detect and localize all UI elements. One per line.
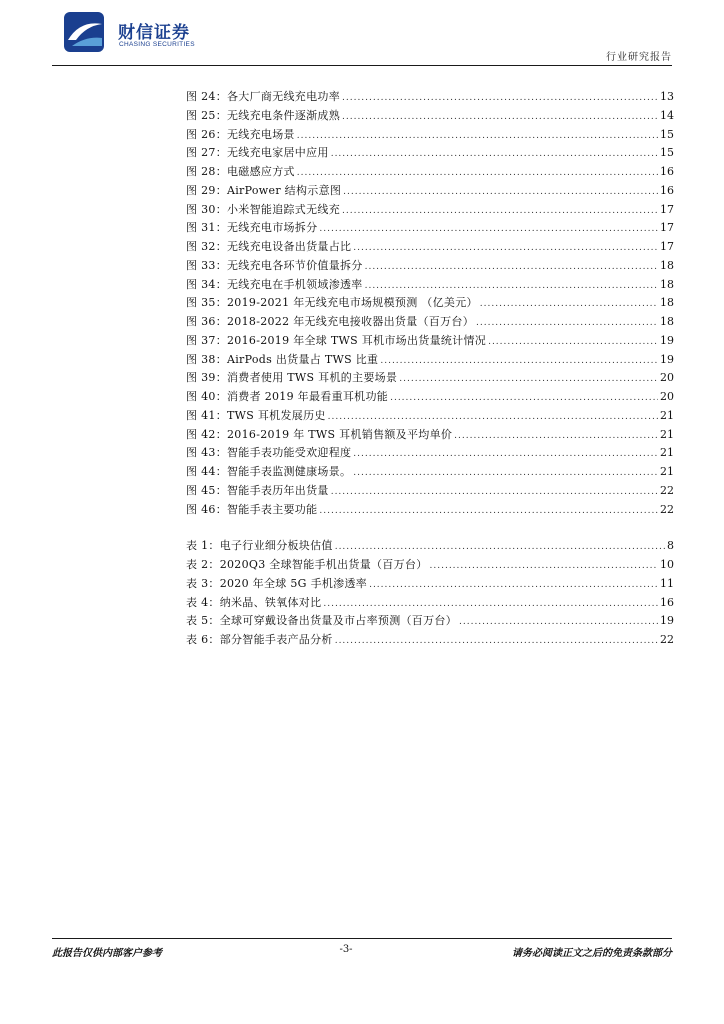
toc-figure-entry[interactable] xyxy=(186,107,674,126)
toc-entry-label: 图 32：无线充电设备出货量占比 xyxy=(186,240,352,253)
toc-dot-leader xyxy=(335,542,665,552)
toc-entry-label: 图 27：无线充电家居中应用 xyxy=(186,146,329,160)
toc-figure-entry[interactable] xyxy=(186,313,674,332)
toc-figure-entry[interactable] xyxy=(186,126,674,145)
toc-dot-leader xyxy=(297,131,658,141)
toc-figure-entry[interactable] xyxy=(186,257,674,276)
header-divider xyxy=(52,65,672,66)
toc-entry-label: 图 44：智能手表监测健康场景。 xyxy=(186,465,352,478)
company-logo xyxy=(62,10,232,62)
toc-entry-page: 16 xyxy=(660,165,674,178)
toc-entry-page: 20 xyxy=(660,371,674,385)
toc-dot-leader xyxy=(343,187,658,197)
toc-entry-label: 图 29：AirPower 结构示意图 xyxy=(186,183,342,197)
toc-entry-page: 20 xyxy=(660,390,674,403)
toc-entry-label: 图 36：2018-2022 年无线充电接收器出货量（百万台） xyxy=(186,315,474,328)
logo-mark-icon xyxy=(62,10,106,54)
report-type: 行业研究报告 xyxy=(606,52,672,63)
toc-table-entry[interactable] xyxy=(186,612,674,631)
toc-figure-entry[interactable] xyxy=(186,388,674,407)
page-number: -3- xyxy=(339,944,353,955)
toc-entry-label: 图 38：AirPods 出货量占 TWS 比重 xyxy=(186,352,379,366)
toc-entry-label: 表 2：2020Q3 全球智能手机出货量（百万台） xyxy=(186,558,428,571)
toc-dot-leader xyxy=(353,468,658,478)
toc-entry-page: 11 xyxy=(660,576,674,590)
toc-table-entry[interactable] xyxy=(186,537,674,556)
toc-entry-page: 19 xyxy=(660,614,674,628)
toc-dot-leader xyxy=(476,318,658,328)
toc-dot-leader xyxy=(399,374,658,384)
toc-figure-entry[interactable] xyxy=(186,332,674,351)
footer-divider xyxy=(52,938,672,939)
toc-dot-leader xyxy=(342,206,658,216)
toc-entry-label: 表 5：全球可穿戴设备出货量及市占率预测（百万台） xyxy=(186,614,457,628)
toc-figure-entry[interactable] xyxy=(186,238,674,257)
toc-dot-leader xyxy=(454,431,658,441)
page-header xyxy=(52,10,672,70)
toc-figure-entry[interactable] xyxy=(186,276,674,295)
toc-entry-page: 19 xyxy=(660,333,674,347)
toc-entry-label: 图 33：无线充电各环节价值量拆分 xyxy=(186,258,363,272)
toc-figure-entry[interactable] xyxy=(186,426,674,445)
toc-figure-entry[interactable] xyxy=(186,88,674,107)
toc-entry-page: 17 xyxy=(660,240,674,253)
toc-dot-leader xyxy=(319,224,658,234)
toc-entry-label: 图 46：智能手表主要功能 xyxy=(186,502,318,516)
toc-figure-entry[interactable] xyxy=(186,144,674,163)
toc-entry-page: 21 xyxy=(660,446,674,460)
toc-dot-leader xyxy=(365,262,658,272)
toc-entry-page: 18 xyxy=(660,258,674,272)
toc-entry-page: 21 xyxy=(660,465,674,478)
toc-figure-entry[interactable] xyxy=(186,444,674,463)
toc-entry-page: 8 xyxy=(667,539,674,553)
toc-entry-label: 表 6：部分智能手表产品分析 xyxy=(186,633,333,646)
toc-entry-page: 13 xyxy=(660,90,674,103)
toc-dot-leader xyxy=(488,337,658,347)
toc-entry-page: 15 xyxy=(660,146,674,160)
toc-entry-label: 图 26：无线充电场景 xyxy=(186,127,295,141)
logo-text-cn: 财信证券 xyxy=(118,23,190,43)
toc-dot-leader xyxy=(331,149,658,159)
toc-figure-entry[interactable] xyxy=(186,219,674,238)
toc-entry-label: 图 42：2016-2019 年 TWS 耳机销售额及平均单价 xyxy=(186,427,453,441)
toc-table-entry[interactable] xyxy=(186,556,674,575)
toc-figure-entry[interactable] xyxy=(186,369,674,388)
toc-dot-leader xyxy=(390,393,658,403)
toc-entry-label: 图 34：无线充电在手机领域渗透率 xyxy=(186,277,363,291)
toc-entry-label: 图 39：消费者使用 TWS 耳机的主要场景 xyxy=(186,371,398,385)
toc-entry-page: 15 xyxy=(660,127,674,141)
toc-entry-page: 22 xyxy=(660,483,674,497)
toc-entry-page: 16 xyxy=(660,183,674,197)
toc-dot-leader xyxy=(323,599,658,609)
toc-figure-entry[interactable] xyxy=(186,501,674,520)
toc-dot-leader xyxy=(430,561,658,571)
toc-dot-leader xyxy=(369,580,658,590)
toc-entry-label: 图 25：无线充电条件逐渐成熟 xyxy=(186,108,340,122)
toc-entry-label: 图 35：2019-2021 年无线充电市场规模预测 （亿美元） xyxy=(186,296,478,310)
toc-entry-label: 表 1：电子行业细分板块估值 xyxy=(186,539,333,553)
toc-entry-page: 17 xyxy=(660,202,674,216)
toc-dot-leader xyxy=(328,412,658,422)
toc-entry-page: 18 xyxy=(660,315,674,328)
toc-entry-page: 18 xyxy=(660,277,674,291)
toc-entry-page: 18 xyxy=(660,296,674,310)
toc-dot-leader xyxy=(353,243,658,253)
toc-figure-entry[interactable] xyxy=(186,351,674,370)
toc-table-entry[interactable] xyxy=(186,631,674,650)
toc-entry-page: 19 xyxy=(660,352,674,366)
toc-entry-label: 图 24：各大厂商无线充电功率 xyxy=(186,90,340,103)
toc-entry-label: 图 40：消费者 2019 年最看重耳机功能 xyxy=(186,390,389,403)
toc-figure-entry[interactable] xyxy=(186,201,674,220)
toc-table-entry[interactable] xyxy=(186,575,674,594)
toc-table-entry[interactable] xyxy=(186,594,674,613)
toc-entry-label: 表 3：2020 年全球 5G 手机渗透率 xyxy=(186,576,368,590)
toc-dot-leader xyxy=(331,487,658,497)
toc-entry-page: 16 xyxy=(660,595,674,609)
toc-entry-label: 图 30：小米智能追踪式无线充 xyxy=(186,202,340,216)
toc-entry-page: 22 xyxy=(660,633,674,646)
toc-figure-entry[interactable] xyxy=(186,482,674,501)
toc-entry-page: 22 xyxy=(660,502,674,516)
toc-entry-page: 21 xyxy=(660,427,674,441)
toc-figure-entry[interactable] xyxy=(186,182,674,201)
toc-dot-leader xyxy=(319,506,658,516)
toc-entry-label: 图 45：智能手表历年出货量 xyxy=(186,483,329,497)
toc-dot-leader xyxy=(353,449,658,459)
toc-entry-page: 17 xyxy=(660,221,674,235)
toc-figure-entry[interactable] xyxy=(186,407,674,426)
toc-dot-leader xyxy=(342,93,658,103)
toc-entry-label: 图 43：智能手表功能受欢迎程度 xyxy=(186,446,352,460)
toc-dot-leader xyxy=(297,168,658,178)
logo-text-en: CHASING SECURITIES xyxy=(119,41,195,48)
section-gap xyxy=(186,519,674,537)
toc-entry-page: 21 xyxy=(660,408,674,422)
toc-dot-leader xyxy=(335,636,658,646)
table-of-figures xyxy=(186,88,674,650)
toc-figure-entry[interactable] xyxy=(186,463,674,482)
toc-dot-leader xyxy=(480,299,658,309)
toc-entry-label: 图 37：2016-2019 年全球 TWS 耳机市场出货量统计情况 xyxy=(186,333,487,347)
toc-entry-page: 10 xyxy=(660,558,674,571)
toc-dot-leader xyxy=(342,112,658,122)
toc-entry-page: 14 xyxy=(660,108,674,122)
toc-dot-leader xyxy=(365,281,658,291)
footer-disclaimer-left: 此报告仅供内部客户参考 xyxy=(52,948,162,959)
toc-entry-label: 表 4：纳米晶、铁氧体对比 xyxy=(186,595,322,609)
toc-figure-entry[interactable] xyxy=(186,294,674,313)
footer-disclaimer-right: 请务必阅读正文之后的免责条款部分 xyxy=(512,948,672,959)
toc-entry-label: 图 31：无线充电市场拆分 xyxy=(186,221,318,235)
toc-dot-leader xyxy=(380,356,658,366)
toc-figure-entry[interactable] xyxy=(186,163,674,182)
toc-entry-label: 图 41：TWS 耳机发展历史 xyxy=(186,408,326,422)
toc-entry-label: 图 28：电磁感应方式 xyxy=(186,165,295,178)
toc-dot-leader xyxy=(459,617,658,627)
